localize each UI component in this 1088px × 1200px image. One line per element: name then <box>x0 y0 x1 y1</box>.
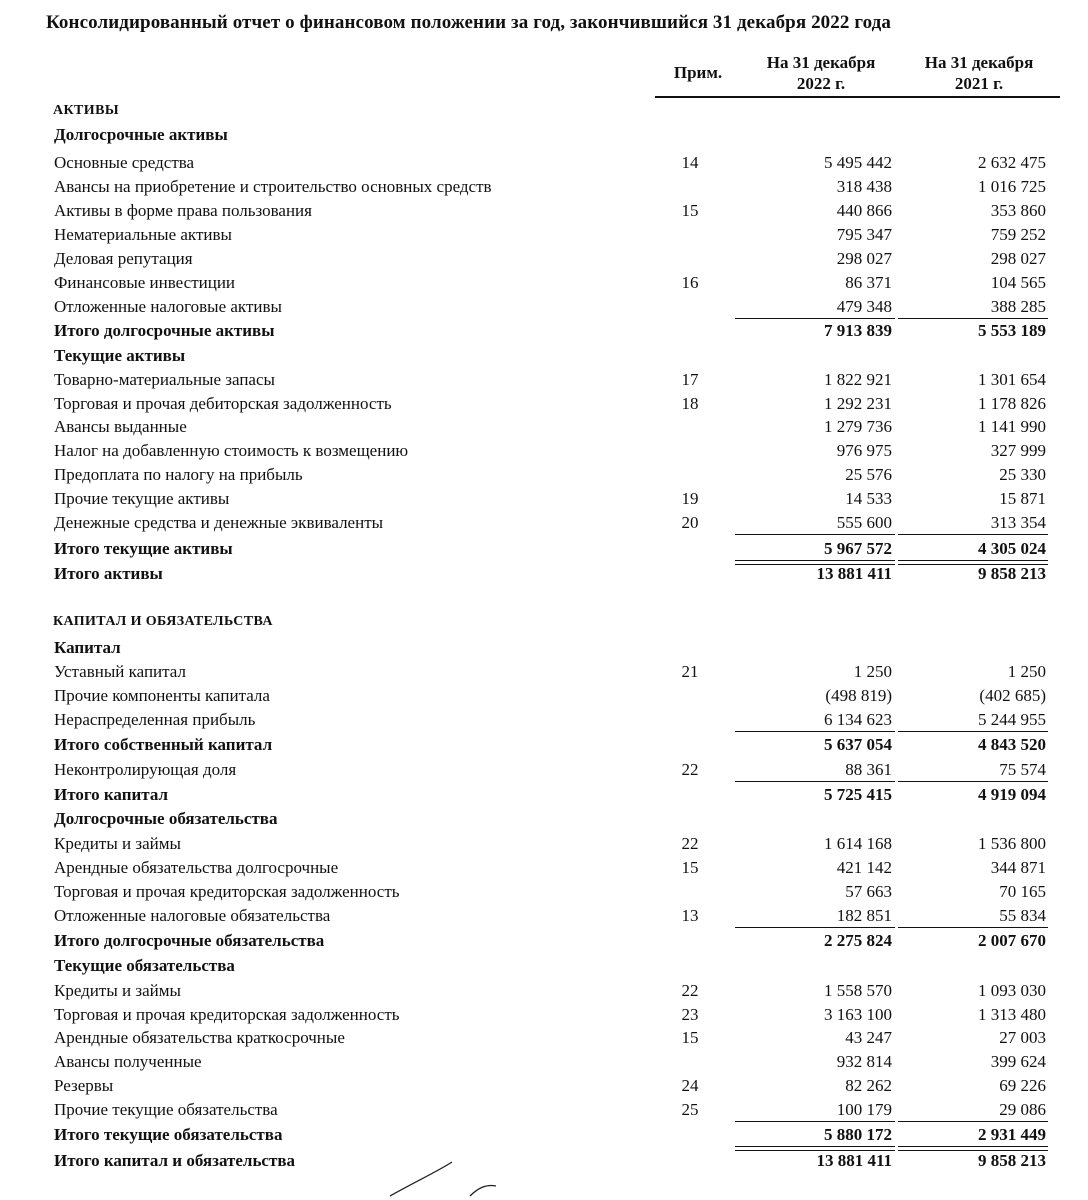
row-label: АКТИВЫ <box>53 103 119 118</box>
row-label: Итого текущие обязательства <box>54 1125 283 1144</box>
row-label: Итого долгосрочные обязательства <box>54 931 325 950</box>
value-2022: 1 822 921 <box>824 370 892 389</box>
value-2021: 1 536 800 <box>978 834 1046 853</box>
value-2022: 82 262 <box>845 1076 892 1095</box>
value-2021: 70 165 <box>999 882 1046 901</box>
row-label: Текущие обязательства <box>54 956 235 975</box>
underline-rule <box>735 1150 895 1151</box>
value-2022: 555 600 <box>836 513 892 532</box>
subsection-heading <box>0 808 1088 830</box>
underline-rule <box>735 560 895 561</box>
value-2021: 55 834 <box>999 906 1046 925</box>
value-2021: 5 244 955 <box>978 710 1046 729</box>
underline-rule <box>735 781 895 782</box>
value-2022: 5 967 572 <box>824 539 892 558</box>
row-label: Долгосрочные обязательства <box>54 809 278 828</box>
row-label: Авансы полученные <box>54 1052 202 1071</box>
row-label: Прочие компоненты капитала <box>54 686 270 705</box>
underline-rule <box>735 1121 895 1122</box>
row-label: Авансы на приобретение и строительство основных средств <box>54 177 492 196</box>
row-label: Торговая и прочая дебиторская задолженность <box>54 394 392 413</box>
total-row <box>0 930 1088 952</box>
total-row <box>0 734 1088 756</box>
value-2021: 75 574 <box>999 760 1046 779</box>
note-ref: 22 <box>681 760 699 779</box>
value-2021: 399 624 <box>990 1052 1046 1071</box>
value-2021: 313 354 <box>990 513 1046 532</box>
note-ref: 15 <box>681 858 699 877</box>
line-item-row <box>0 1027 1088 1049</box>
value-2022: 7 913 839 <box>824 321 892 340</box>
underline-rule <box>898 781 1048 782</box>
row-label: Торговая и прочая кредиторская задолженность <box>54 1005 400 1024</box>
total-row <box>0 1124 1088 1146</box>
underline-rule <box>735 927 895 928</box>
underline-rule <box>898 534 1048 535</box>
underline-rule <box>735 564 895 565</box>
row-label: Деловая репутация <box>54 249 193 268</box>
row-label: Торговая и прочая кредиторская задолженность <box>54 882 400 901</box>
line-item-row <box>0 272 1088 294</box>
subsection-heading <box>0 124 1088 146</box>
line-item-row <box>0 464 1088 486</box>
note-ref: 22 <box>681 981 699 1000</box>
note-ref: 22 <box>681 834 699 853</box>
row-label: Текущие активы <box>54 346 186 365</box>
underline-rule <box>735 318 895 319</box>
underline-rule <box>735 731 895 732</box>
line-item-row <box>0 296 1088 318</box>
underline-rule <box>898 1150 1048 1151</box>
value-2021: 2 931 449 <box>978 1125 1046 1144</box>
value-2021: 9 858 213 <box>978 564 1046 583</box>
value-2021: 5 553 189 <box>978 321 1046 340</box>
total-row <box>0 563 1088 585</box>
row-label: Прочие текущие обязательства <box>54 1100 278 1119</box>
value-2021: 759 252 <box>990 225 1046 244</box>
value-2021: 1 178 826 <box>978 394 1046 413</box>
underline-rule <box>898 731 1048 732</box>
value-2022: 5 725 415 <box>824 785 892 804</box>
total-row <box>0 538 1088 560</box>
value-2021: 1 313 480 <box>978 1005 1046 1024</box>
value-2021: 25 330 <box>999 465 1046 484</box>
note-ref: 20 <box>681 513 699 532</box>
value-2021: 27 003 <box>999 1028 1046 1047</box>
row-label: Кредиты и займы <box>54 834 181 853</box>
line-item-row <box>0 176 1088 198</box>
column-header-2022-line1: На 31 декабря <box>766 53 876 72</box>
value-2022: 5 495 442 <box>824 153 892 172</box>
column-header-2021-line2: 2021 г. <box>954 74 1004 93</box>
value-2022: 1 558 570 <box>824 981 892 1000</box>
row-label: Финансовые инвестиции <box>54 273 236 292</box>
value-2022: 1 250 <box>853 662 892 681</box>
value-2021: (402 685) <box>979 686 1046 705</box>
value-2021: 69 226 <box>999 1076 1046 1095</box>
value-2022: 14 533 <box>845 489 892 508</box>
signature-mark <box>370 1150 540 1200</box>
value-2021: 15 871 <box>999 489 1046 508</box>
value-2021: 29 086 <box>999 1100 1046 1119</box>
value-2021: 4 919 094 <box>978 785 1046 804</box>
line-item-row <box>0 393 1088 415</box>
underline-rule <box>898 564 1048 565</box>
value-2021: 353 860 <box>990 201 1046 220</box>
value-2022: 1 614 168 <box>824 834 892 853</box>
line-item-row <box>0 1075 1088 1097</box>
value-2021: 1 141 990 <box>978 417 1046 436</box>
value-2022: 2 275 824 <box>824 931 892 950</box>
value-2022: 5 880 172 <box>824 1125 892 1144</box>
line-item-row <box>0 224 1088 246</box>
value-2022: 182 851 <box>836 906 892 925</box>
line-item-row <box>0 1051 1088 1073</box>
row-label: Неконтролирующая доля <box>54 760 237 779</box>
value-2021: 1 093 030 <box>978 981 1046 1000</box>
value-2022: 57 663 <box>845 882 892 901</box>
value-2021: 1 250 <box>1007 662 1046 681</box>
line-item-row <box>0 488 1088 510</box>
note-ref: 16 <box>681 273 699 292</box>
note-ref: 21 <box>681 662 699 681</box>
note-ref: 18 <box>681 394 699 413</box>
value-2022: 440 866 <box>836 201 892 220</box>
row-label: Товарно-материальные запасы <box>54 370 275 389</box>
value-2022: 5 637 054 <box>824 735 892 754</box>
row-label: Активы в форме права пользования <box>54 201 312 220</box>
value-2021: 327 999 <box>990 441 1046 460</box>
row-label: Предоплата по налогу на прибыль <box>54 465 303 484</box>
row-label: Отложенные налоговые активы <box>54 297 282 316</box>
row-label: Денежные средства и денежные эквиваленты <box>54 513 384 532</box>
value-2021: 1 301 654 <box>978 370 1046 389</box>
line-item-row <box>0 759 1088 781</box>
note-ref: 24 <box>681 1076 699 1095</box>
value-2022: 1 292 231 <box>824 394 892 413</box>
value-2021: 9 858 213 <box>978 1151 1046 1170</box>
line-item-row <box>0 905 1088 927</box>
row-label: Авансы выданные <box>54 417 187 436</box>
line-item-row <box>0 369 1088 391</box>
value-2022: 25 576 <box>845 465 892 484</box>
value-2022: 43 247 <box>845 1028 892 1047</box>
row-label: Основные средства <box>54 153 195 172</box>
row-label: Итого капитал <box>54 785 169 804</box>
note-ref: 19 <box>681 489 699 508</box>
value-2022: 318 438 <box>836 177 892 196</box>
underline-rule <box>898 318 1048 319</box>
line-item-row <box>0 980 1088 1002</box>
row-label: Резервы <box>54 1076 114 1095</box>
line-item-row <box>0 416 1088 438</box>
column-header-2022-line2: 2022 г. <box>796 74 846 93</box>
line-item-row <box>0 709 1088 731</box>
total-row <box>0 320 1088 342</box>
underline-rule <box>898 1146 1048 1147</box>
row-label: Итого долгосрочные активы <box>54 321 275 340</box>
underline-rule <box>898 560 1048 561</box>
value-2022: 298 027 <box>836 249 892 268</box>
total-row <box>0 1150 1088 1172</box>
value-2022: 86 371 <box>845 273 892 292</box>
value-2021: 298 027 <box>990 249 1046 268</box>
row-label: Уставный капитал <box>54 662 186 681</box>
value-2022: 13 881 411 <box>816 564 892 583</box>
underline-rule <box>898 927 1048 928</box>
section-heading <box>0 100 1088 122</box>
subsection-heading <box>0 637 1088 659</box>
note-ref: 23 <box>681 1005 699 1024</box>
row-label: Итого собственный капитал <box>54 735 273 754</box>
value-2021: 2 632 475 <box>978 153 1046 172</box>
subsection-heading <box>0 955 1088 977</box>
value-2022: (498 819) <box>825 686 892 705</box>
section-heading <box>0 611 1088 633</box>
value-2021: 4 305 024 <box>978 539 1046 558</box>
row-label: Прочие текущие активы <box>54 489 230 508</box>
row-label: Капитал <box>54 638 121 657</box>
line-item-row <box>0 881 1088 903</box>
row-label: Нематериальные активы <box>54 225 232 244</box>
row-label: Отложенные налоговые обязательства <box>54 906 331 925</box>
total-row <box>0 784 1088 806</box>
row-label: Итого активы <box>54 564 163 583</box>
value-2021: 1 016 725 <box>978 177 1046 196</box>
line-item-row <box>0 1099 1088 1121</box>
value-2022: 932 814 <box>836 1052 892 1071</box>
row-label: Долгосрочные активы <box>54 125 228 144</box>
subsection-heading <box>0 345 1088 367</box>
line-item-row <box>0 440 1088 462</box>
line-item-row <box>0 200 1088 222</box>
value-2021: 388 285 <box>990 297 1046 316</box>
row-label: Арендные обязательства краткосрочные <box>54 1028 345 1047</box>
value-2021: 104 565 <box>990 273 1046 292</box>
row-label: Нераспределенная прибыль <box>54 710 256 729</box>
row-label: Кредиты и займы <box>54 981 181 1000</box>
value-2022: 6 134 623 <box>824 710 892 729</box>
value-2022: 1 279 736 <box>824 417 892 436</box>
value-2022: 479 348 <box>836 297 892 316</box>
value-2022: 421 142 <box>836 858 892 877</box>
line-item-row <box>0 833 1088 855</box>
value-2022: 976 975 <box>836 441 892 460</box>
value-2021: 4 843 520 <box>978 735 1046 754</box>
value-2022: 13 881 411 <box>816 1151 892 1170</box>
line-item-row <box>0 857 1088 879</box>
row-label: Арендные обязательства долгосрочные <box>54 858 339 877</box>
note-ref: 13 <box>681 906 699 925</box>
line-item-row <box>0 685 1088 707</box>
underline-rule <box>735 534 895 535</box>
row-label: Налог на добавленную стоимость к возмещению <box>54 441 409 460</box>
statement-title: Консолидированный отчет о финансовом положении за год, закончившийся 31 декабря 2022 года <box>46 12 891 33</box>
line-item-row <box>0 661 1088 683</box>
note-ref: 15 <box>681 1028 699 1047</box>
value-2022: 3 163 100 <box>824 1005 892 1024</box>
note-ref: 17 <box>681 370 699 389</box>
value-2022: 795 347 <box>836 225 892 244</box>
row-label: Итого текущие активы <box>54 539 233 558</box>
note-column-header: Прим. <box>673 63 723 82</box>
note-ref: 15 <box>681 201 699 220</box>
value-2022: 88 361 <box>845 760 892 779</box>
note-ref: 25 <box>681 1100 699 1119</box>
row-label: Итого капитал и обязательства <box>54 1151 296 1170</box>
note-ref: 14 <box>681 153 699 172</box>
row-label: КАПИТАЛ И ОБЯЗАТЕЛЬСТВА <box>53 614 273 629</box>
value-2022: 100 179 <box>836 1100 892 1119</box>
value-2021: 2 007 670 <box>978 931 1046 950</box>
line-item-row <box>0 152 1088 174</box>
line-item-row <box>0 248 1088 270</box>
line-item-row <box>0 512 1088 534</box>
column-header-2021-line1: На 31 декабря <box>924 53 1034 72</box>
value-2021: 344 871 <box>990 858 1046 877</box>
underline-rule <box>898 1121 1048 1122</box>
line-item-row <box>0 1004 1088 1026</box>
underline-rule <box>735 1146 895 1147</box>
